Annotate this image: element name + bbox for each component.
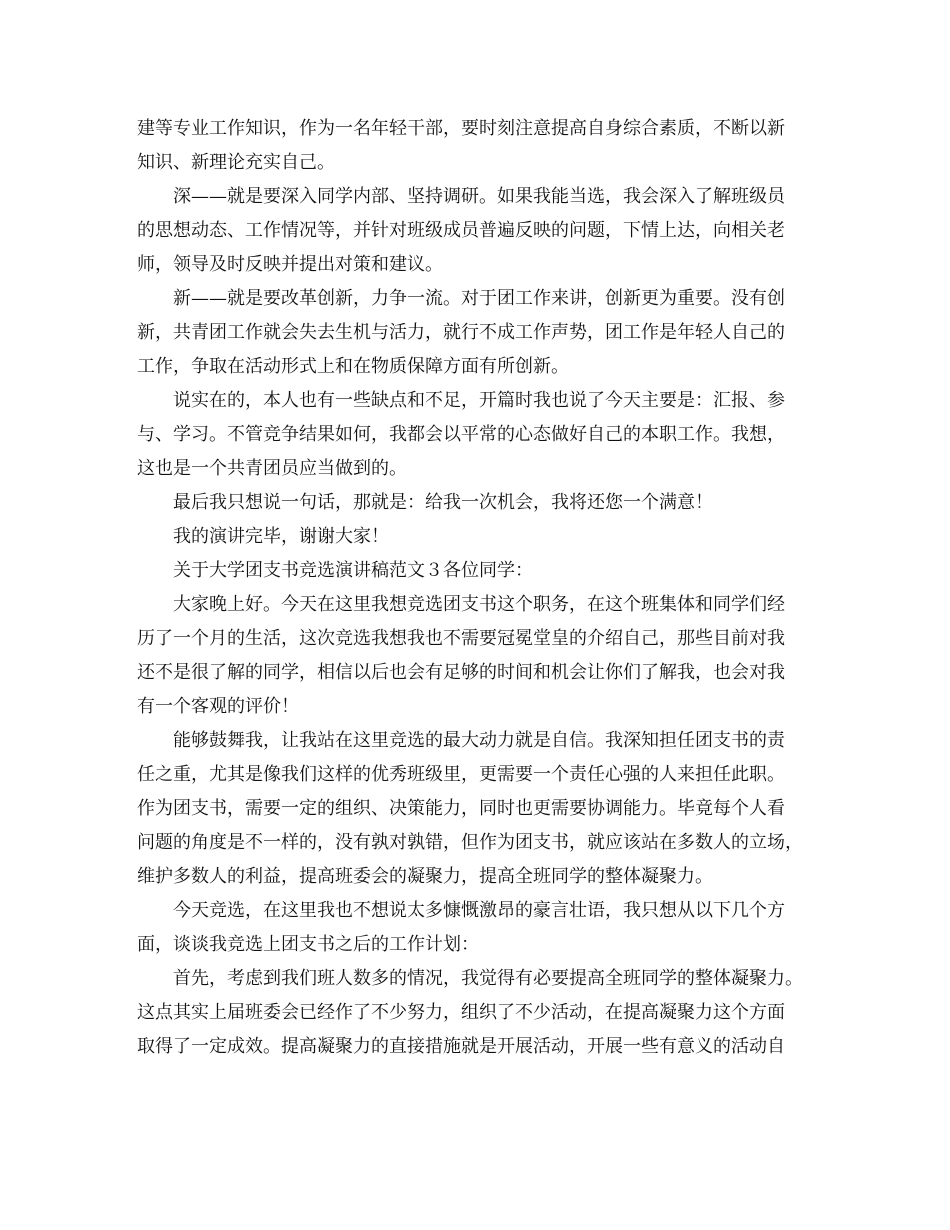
document-body	[137, 112, 837, 1064]
text-line: 能够鼓舞我，让我站在这里竞选的最大动力就是自信。我深知担任团支书的责	[173, 730, 785, 751]
text-line: 最后我只想说一句话，那就是：给我一次机会，我将还您一个满意！	[173, 492, 713, 513]
text-line: 师，领导及时反映并提出对策和建议。	[137, 254, 443, 275]
text-line: 大家晚上好。今天在这里我想竞选团支书这个职务，在这个班集体和同学们经	[173, 594, 785, 615]
text-line: 这点其实上届班委会已经作了不少努力，组织了不少活动，在提高凝聚力这个方面	[137, 1002, 785, 1023]
text-line: 维护多数人的利益，提高班委会的凝聚力，提高全班同学的整体凝聚力。	[137, 866, 713, 887]
text-line: 我的演讲完毕，谢谢大家！	[173, 526, 389, 547]
text-line: 这也是一个共青团员应当做到的。	[137, 458, 407, 479]
text-line: 说实在的，本人也有一些缺点和不足，开篇时我也说了今天主要是：汇报、参	[173, 390, 785, 411]
text-line: 作为团支书，需要一定的组织、决策能力，同时也更需要协调能力。毕竟每个人看	[137, 798, 785, 819]
text-line: 取得了一定成效。提高凝聚力的直接措施就是开展活动，开展一些有意义的活动自	[137, 1036, 785, 1057]
text-line: 今天竞选，在这里我也不想说太多慷慨激昂的豪言壮语，我只想从以下几个方	[173, 900, 785, 921]
text-line: 新，共青团工作就会失去生机与活力，就行不成工作声势，团工作是年轻人自己的	[137, 322, 785, 343]
text-line: 新——就是要改革创新，力争一流。对于团工作来讲，创新更为重要。没有创	[173, 288, 785, 309]
text-line: 还不是很了解的同学，相信以后也会有足够的时间和机会让你们了解我，也会对我	[137, 662, 785, 683]
text-line: 的思想动态、工作情况等，并针对班级成员普遍反映的问题，下情上达，向相关老	[137, 220, 785, 241]
text-line: 任之重，尤其是像我们这样的优秀班级里，更需要一个责任心强的人来担任此职。	[137, 764, 785, 785]
text-line: 首先，考虑到我们班人数多的情况，我觉得有必要提高全班同学的整体凝聚力。	[173, 968, 803, 989]
text-line: 有一个客观的评价！	[137, 696, 299, 717]
text-line: 工作，争取在活动形式上和在物质保障方面有所创新。	[137, 356, 569, 377]
text-line: 面，谈谈我竞选上团支书之后的工作计划：	[137, 934, 479, 955]
text-line: 深——就是要深入同学内部、坚持调研。如果我能当选，我会深入了解班级员	[173, 186, 785, 207]
text-line: 知识、新理论充实自己。	[137, 152, 335, 173]
text-line: 历了一个月的生活，这次竞选我想我也不需要冠冕堂皇的介绍自己，那些目前对我	[137, 628, 785, 649]
text-line: 关于大学团支书竞选演讲稿范文３各位同学：	[173, 560, 533, 581]
text-line: 与、学习。不管竞争结果如何，我都会以平常的心态做好自己的本职工作。我想，	[137, 424, 785, 445]
text-line: 建等专业工作知识，作为一名年轻干部，要时刻注意提高自身综合素质，不断以新	[137, 118, 785, 139]
text-line: 问题的角度是不一样的，没有孰对孰错，但作为团支书，就应该站在多数人的立场，	[137, 832, 803, 853]
